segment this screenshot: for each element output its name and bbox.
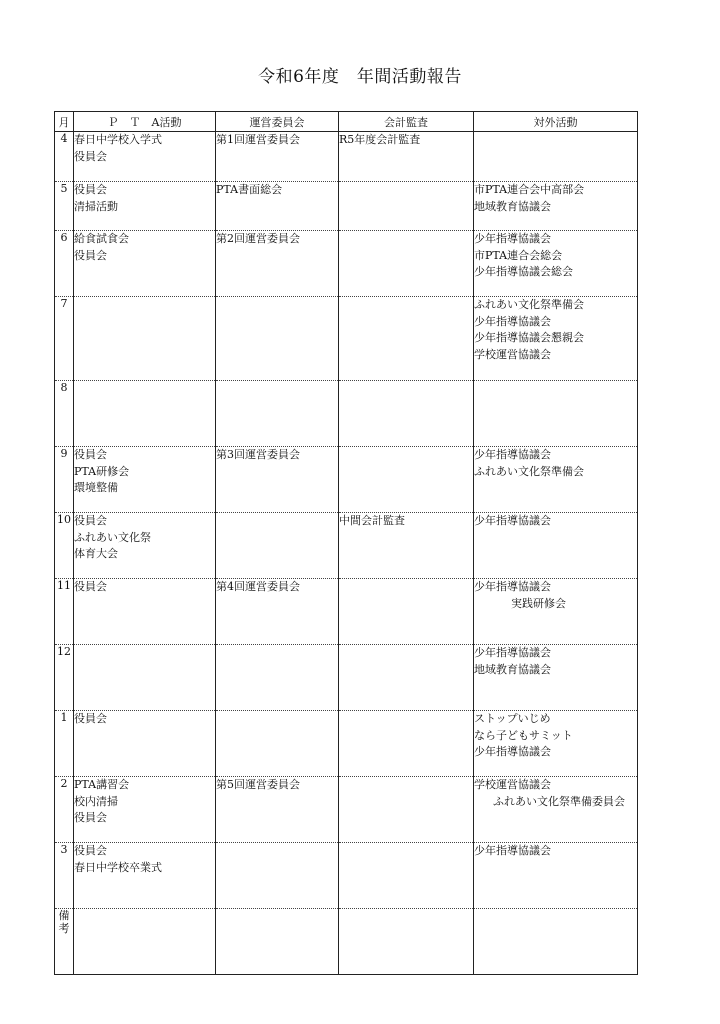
month-cell: 3 xyxy=(55,843,74,909)
remarks-cell xyxy=(74,909,216,975)
cell-text: 役員会 xyxy=(74,149,107,163)
audit-cell xyxy=(339,843,474,909)
pta-cell xyxy=(74,182,216,231)
cell-text: 中間会計監査 xyxy=(339,514,405,527)
remarks-cell xyxy=(216,909,339,975)
month-cell: 12 xyxy=(55,645,74,711)
cell-text: 少年指導協議会 xyxy=(474,514,551,527)
cell-text: 役員会 xyxy=(74,448,107,461)
committee-cell xyxy=(216,447,339,513)
committee-cell xyxy=(216,297,339,381)
month-cell: 11 xyxy=(55,579,74,645)
committee-cell xyxy=(216,711,339,777)
remarks-cell xyxy=(339,909,474,975)
audit-cell xyxy=(339,231,474,297)
table-row xyxy=(55,297,638,381)
cell-text: PTA研修会 xyxy=(74,464,130,478)
remarks-label: 備 考 xyxy=(55,909,74,975)
header-external: 対外活動 xyxy=(474,112,638,132)
table-row xyxy=(55,447,638,513)
external-cell xyxy=(474,513,638,579)
cell-text: ストップいじめ xyxy=(474,712,551,725)
cell-text: 市PTA連合会総会 xyxy=(474,248,563,262)
cell-text: 少年指導協議会総会 xyxy=(474,265,573,278)
cell-text: ふれあい文化祭 xyxy=(74,530,151,544)
cell-text: 給食試食会 xyxy=(74,232,129,245)
cell-text: 少年指導協議会 xyxy=(474,448,551,461)
pta-cell xyxy=(74,579,216,645)
cell-text: 第1回運営委員会 xyxy=(216,133,300,146)
month-cell: 8 xyxy=(55,381,74,447)
month-cell: 9 xyxy=(55,447,74,513)
table-row xyxy=(55,182,638,231)
pta-cell xyxy=(74,513,216,579)
cell-text: 清掃活動 xyxy=(74,199,118,213)
cell-text: 地域教育協議会 xyxy=(474,662,551,676)
month-cell: 5 xyxy=(55,182,74,231)
cell-text: 役員会 xyxy=(74,248,107,262)
cell-text: なら子どもサミット xyxy=(474,728,573,742)
month-cell: 2 xyxy=(55,777,74,843)
external-cell xyxy=(474,447,638,513)
committee-cell xyxy=(216,579,339,645)
committee-cell xyxy=(216,182,339,231)
pta-cell xyxy=(74,132,216,182)
cell-text: PTA書面総会 xyxy=(216,183,283,196)
cell-text: 役員会 xyxy=(74,183,107,196)
table-row xyxy=(55,381,638,447)
header-committee: 運営委員会 xyxy=(216,112,339,132)
audit-cell xyxy=(339,645,474,711)
cell-text: 学校運営協議会 xyxy=(474,778,551,791)
remarks-cell xyxy=(474,909,638,975)
external-cell xyxy=(474,711,638,777)
pta-cell xyxy=(74,381,216,447)
cell-text: 第3回運営委員会 xyxy=(216,448,300,461)
external-cell xyxy=(474,297,638,381)
audit-cell xyxy=(339,182,474,231)
audit-cell xyxy=(339,777,474,843)
cell-text: 少年指導協議会 xyxy=(474,844,551,857)
cell-text: 校内清掃 xyxy=(74,794,118,808)
cell-text: 第5回運営委員会 xyxy=(216,778,300,791)
month-cell: 6 xyxy=(55,231,74,297)
audit-cell xyxy=(339,132,474,182)
cell-text: 環境整備 xyxy=(74,481,118,494)
committee-cell xyxy=(216,132,339,182)
cell-text: 春日中学校卒業式 xyxy=(74,860,162,874)
pta-cell xyxy=(74,297,216,381)
table-row xyxy=(55,711,638,777)
external-cell xyxy=(474,381,638,447)
page-title: 令和6年度 年間活動報告 xyxy=(258,67,462,87)
cell-text: 少年指導協議会懇親会 xyxy=(474,331,584,344)
month-cell: 7 xyxy=(55,297,74,381)
audit-cell xyxy=(339,297,474,381)
cell-text: 役員会 xyxy=(74,514,107,527)
month-cell: 1 xyxy=(55,711,74,777)
cell-text: 少年指導協議会 xyxy=(474,646,551,659)
cell-text: 役員会 xyxy=(74,811,107,824)
pta-cell xyxy=(74,231,216,297)
audit-cell xyxy=(339,513,474,579)
cell-text: 少年指導協議会 xyxy=(474,580,551,593)
cell-text: 少年指導協議会 xyxy=(474,314,551,328)
external-cell xyxy=(474,645,638,711)
cell-text: PTA講習会 xyxy=(74,778,130,791)
audit-cell xyxy=(339,381,474,447)
cell-text: 少年指導協議会 xyxy=(474,745,551,758)
remarks-row xyxy=(55,909,638,975)
committee-cell xyxy=(216,645,339,711)
header-row xyxy=(55,112,638,132)
cell-text: 役員会 xyxy=(74,844,107,857)
table-row xyxy=(55,645,638,711)
external-cell xyxy=(474,182,638,231)
committee-cell xyxy=(216,513,339,579)
cell-text: 市PTA連合会中高部会 xyxy=(474,183,585,196)
cell-text: 地域教育協議会 xyxy=(474,199,551,213)
committee-cell xyxy=(216,381,339,447)
cell-text: ふれあい文化祭準備委員会 xyxy=(493,794,625,808)
table-row xyxy=(55,843,638,909)
external-cell xyxy=(474,843,638,909)
cell-text: 役員会 xyxy=(74,712,107,725)
cell-text: 少年指導協議会 xyxy=(474,232,551,245)
cell-text: 第4回運営委員会 xyxy=(216,580,300,593)
table-row xyxy=(55,579,638,645)
cell-text: 実践研修会 xyxy=(511,596,566,610)
committee-cell xyxy=(216,231,339,297)
committee-cell xyxy=(216,843,339,909)
external-cell xyxy=(474,132,638,182)
cell-text: ふれあい文化祭準備会 xyxy=(474,298,584,311)
cell-text: R5年度会計監査 xyxy=(339,133,421,146)
header-audit: 会計監査 xyxy=(339,112,474,132)
cell-text: 春日中学校入学式 xyxy=(74,133,162,146)
month-cell: 10 xyxy=(55,513,74,579)
table-row xyxy=(55,777,638,843)
audit-cell xyxy=(339,579,474,645)
header-month: 月 xyxy=(55,112,74,132)
external-cell xyxy=(474,579,638,645)
pta-cell xyxy=(74,711,216,777)
month-cell: 4 xyxy=(55,132,74,182)
external-cell xyxy=(474,777,638,843)
annual-activity-table xyxy=(54,111,638,975)
cell-text: 第2回運営委員会 xyxy=(216,232,300,245)
external-cell xyxy=(474,231,638,297)
pta-cell xyxy=(74,645,216,711)
table-row xyxy=(55,513,638,579)
pta-cell xyxy=(74,447,216,513)
pta-cell xyxy=(74,777,216,843)
cell-text: 役員会 xyxy=(74,580,107,593)
pta-cell xyxy=(74,843,216,909)
cell-text: 学校運営協議会 xyxy=(474,347,551,361)
audit-cell xyxy=(339,711,474,777)
audit-cell xyxy=(339,447,474,513)
committee-cell xyxy=(216,777,339,843)
cell-text: ふれあい文化祭準備会 xyxy=(474,464,584,478)
table-row xyxy=(55,231,638,297)
cell-text: 体育大会 xyxy=(74,547,118,560)
header-pta: Ｐ Ｔ A活動 xyxy=(74,112,216,132)
table-row xyxy=(55,132,638,182)
